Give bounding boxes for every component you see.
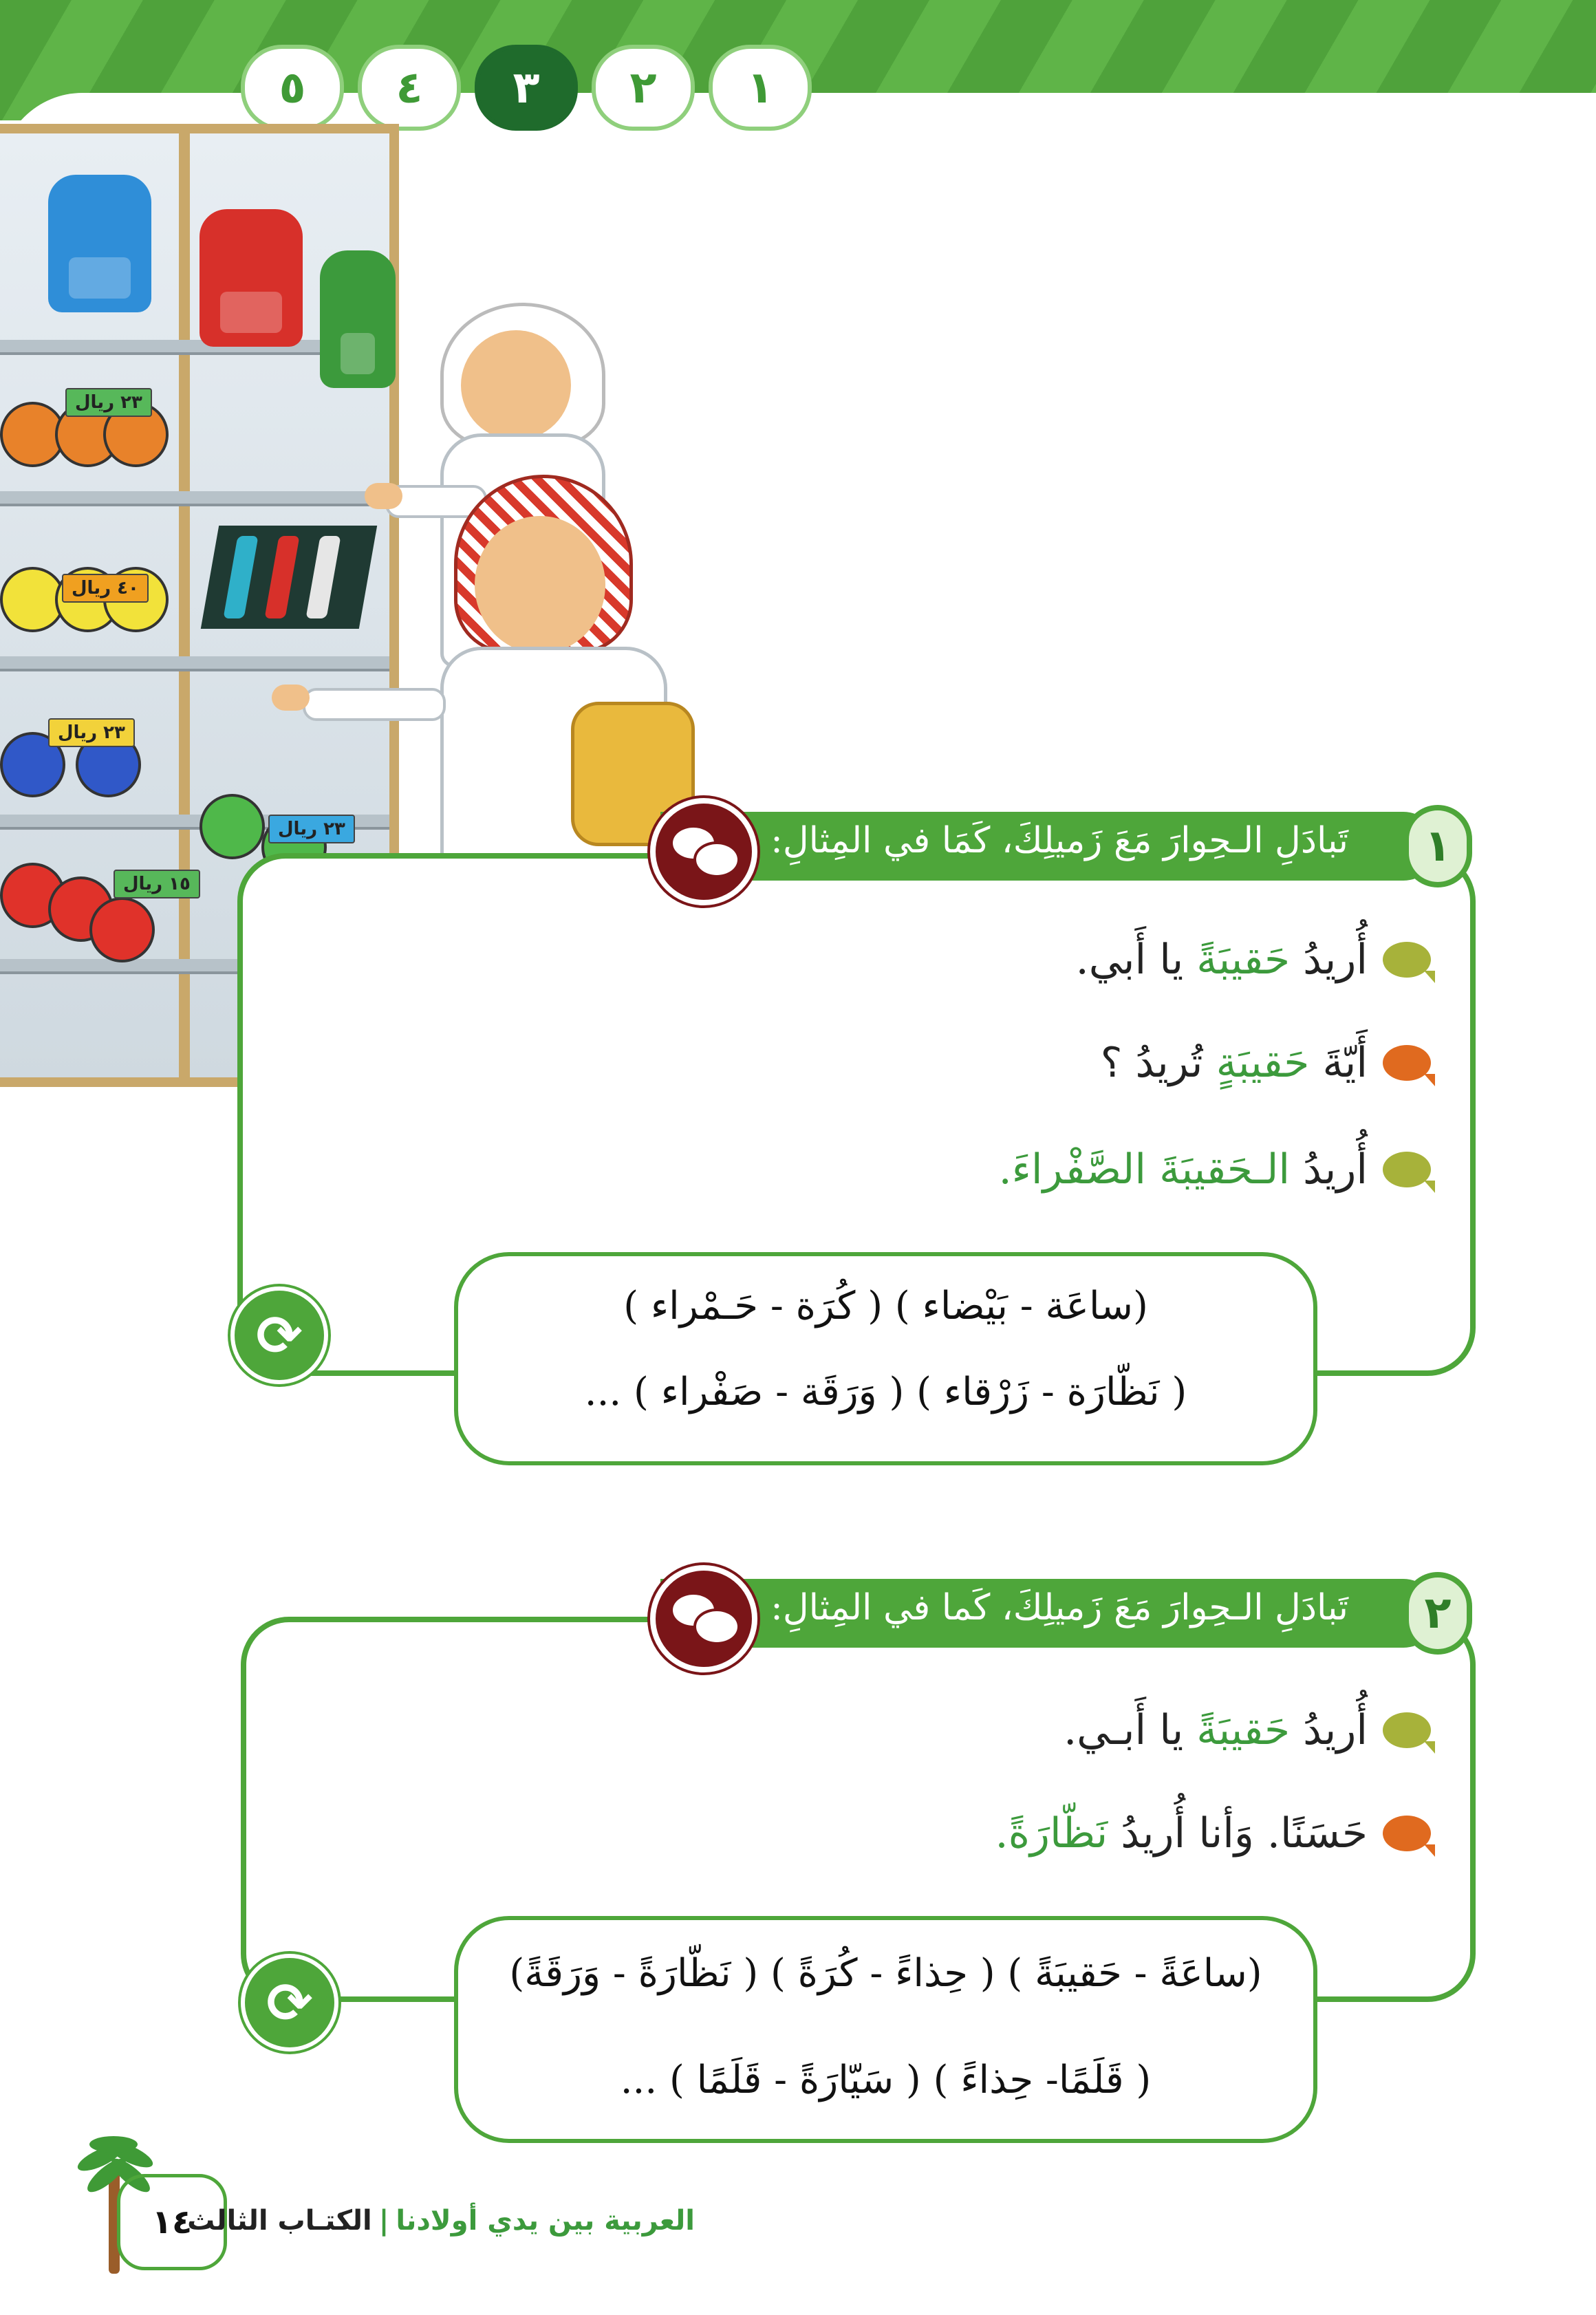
lesson-tab-4[interactable]: ٤ (358, 45, 461, 131)
price-tag: ١٥ ريال (114, 870, 200, 898)
repeat-icon: ⟳ (241, 1954, 338, 2052)
lesson-tab-2[interactable]: ٢ (592, 45, 695, 131)
footer-separator: | (378, 2205, 389, 2237)
price-tag: ٢٣ ريال (65, 388, 152, 417)
price-tag: ٢٣ ريال (268, 815, 355, 843)
speech-bubble-icon (1383, 942, 1431, 978)
watches-tray (201, 526, 377, 629)
exercise-2-line-2: حَسَنًا. وَأنا أُريدُ نَظّارَةً. (995, 1809, 1431, 1858)
green-bag-image (320, 250, 396, 388)
exercise-2-header (660, 1579, 1438, 1648)
speech-bubble-icon (1383, 1152, 1431, 1187)
exercise-1-line-2: أَيّةَ حَقيبَةٍ تُريدُ ؟ (1101, 1039, 1431, 1087)
exercise-1-header (660, 812, 1438, 881)
exercise-2-line-1: أُريدُ حَقيبَةً يا أَبـي. (1064, 1706, 1431, 1754)
dialogue-icon (650, 798, 757, 905)
footer-series: العربية بين يدي أولادنا (396, 2205, 695, 2237)
speech-bubble-icon (1383, 1712, 1431, 1748)
speech-bubble-icon (1383, 1816, 1431, 1851)
price-tag: ٢٣ ريال (48, 718, 135, 747)
red-bag-image (200, 209, 303, 347)
repeat-icon: ⟳ (230, 1286, 328, 1384)
exercise-1-line-1: أُريدُ حَقيبَةً يا أَبي. (1076, 936, 1431, 984)
dialogue-icon (650, 1565, 757, 1672)
footer-book: الكتـاب الثالث (187, 2205, 372, 2237)
word-line: ( نَظّارَة - زَرْقاء ) ( وَرَقَة - صَفْراء ) ... (584, 1370, 1187, 1414)
word-line: ( قَلَمًا- حِذاءً ) ( سَيّارَةً - قَلَمًا ) ... (620, 2058, 1152, 2102)
exercise-2-instruction: تَبادَلِ الـحِوارَ مَعَ زَميلِكَ، كَما في المِثالِ: (770, 1587, 1348, 1628)
word-line: (ساعَة - بَيْضاء ) ( كُرَة - حَـمْراء ) (623, 1284, 1148, 1328)
lesson-tab-3[interactable]: ٣ (475, 45, 578, 131)
lesson-tab-1[interactable]: ١ (709, 45, 812, 131)
exercise-1-number: ١ (1403, 805, 1472, 887)
footer-book-title (187, 2205, 695, 2237)
exercise-1-line-3: أُريدُ الـحَقيبَةَ الصَّفْراءَ. (999, 1145, 1431, 1194)
exercise-2-word-box (454, 1916, 1317, 2143)
exercise-2-number: ٢ (1403, 1572, 1472, 1655)
exercise-1-instruction: تَبادَلِ الـحِوارَ مَعَ زَميلِكَ، كَمَا في المِثالِ: (770, 820, 1348, 861)
exercise-1-word-box (454, 1252, 1317, 1465)
lesson-tab-5[interactable]: ٥ (241, 45, 344, 131)
word-line: (ساعَةً - حَقيبَةً ) ( حِذاءً - كُرَةً ) ( نَظّارَةً - وَرَقَةً) (509, 1951, 1262, 1996)
page-number: ١٤ (117, 2174, 227, 2270)
price-tag: ٤٠ ريال (62, 574, 149, 603)
blue-bag-image (48, 175, 151, 312)
speech-bubble-icon (1383, 1045, 1431, 1081)
